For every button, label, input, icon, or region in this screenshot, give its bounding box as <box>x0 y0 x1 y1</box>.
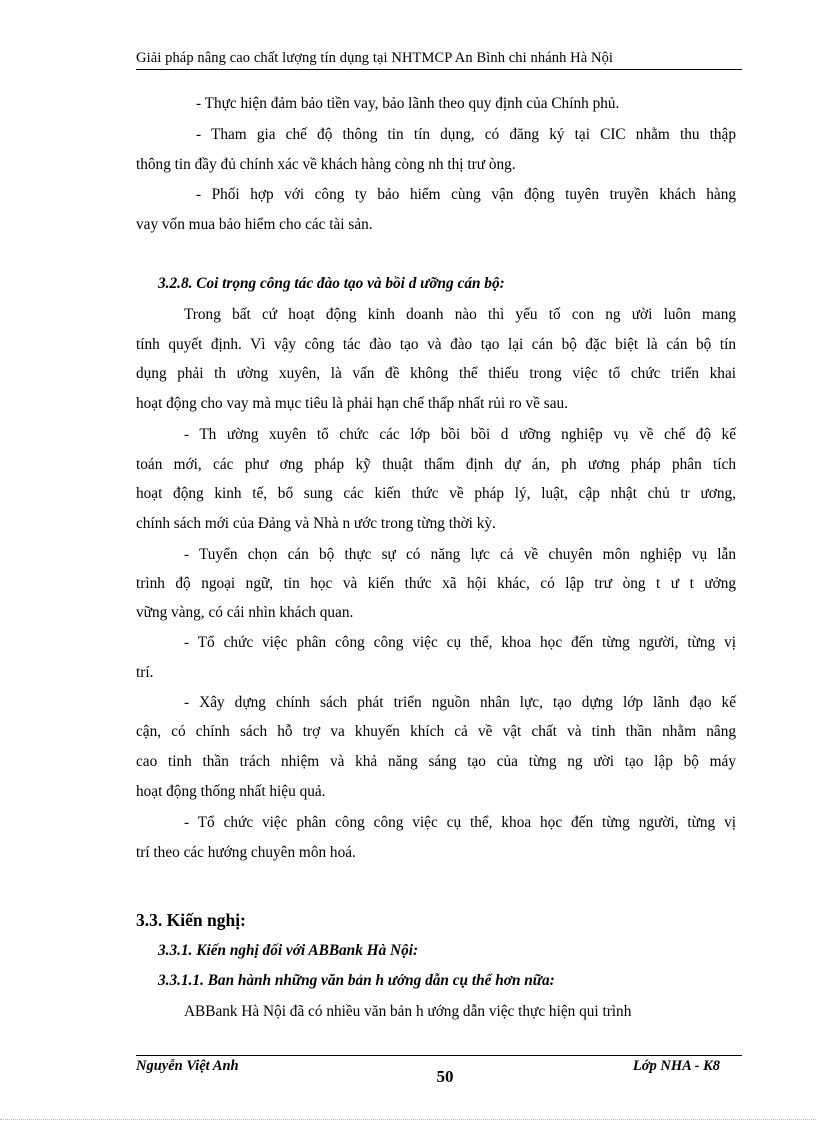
footer-divider <box>136 1055 742 1056</box>
footer-author: Nguyễn Việt Anh <box>136 1058 239 1074</box>
subsection-heading-3-3-1-1: 3.3.1.1. Ban hành những văn bản h ướng dẫn cụ thể hơn nữa: <box>158 972 555 989</box>
text-line: - Tuyển chọn cán bộ thực sự có năng lực cả về chuyên môn nghiệp vụ lẫn <box>184 546 736 563</box>
section-heading-3-3: 3.3. Kiến nghị: <box>136 910 246 930</box>
running-header: Giải pháp nâng cao chất lượng tín dụng tại NHTMCP An Bình chi nhánh Hà Nội <box>136 50 742 70</box>
text-line: - Thực hiện đảm bảo tiền vay, bảo lãnh theo quy định của Chính phủ. <box>196 95 620 112</box>
text-line: hoạt động cho vay mà mục tiêu là phải hạn chế thấp nhất rủi ro về sau. <box>136 395 569 412</box>
text-line: - Xây dựng chính sách phát triển nguồn nhân lực, tạo dựng lớp lãnh đạo kế <box>184 694 736 711</box>
text-line: trí. <box>136 664 154 681</box>
text-line: trình độ ngoại ngữ, tin học và kiến thức xã hội khác, có lập trư òng t ư t ưởng <box>136 575 736 592</box>
text-line: thông tin đầy đủ chính xác về khách hàng còng nh thị trư òng. <box>136 156 516 173</box>
text-line: hoạt động kinh tế, bổ sung các kiến thức về pháp lý, luật, cập nhật chủ tr ương, <box>136 485 736 502</box>
text-line: cận, có chính sách hỗ trợ va khuyến khích cả về vật chất và tinh thần nhằm nâng <box>136 723 736 740</box>
page-boundary <box>0 1119 816 1120</box>
text-line: ABBank Hà Nội đã có nhiều văn bản h ướng dẫn việc thực hiện qui trình <box>184 1003 632 1020</box>
text-line: - Phối hợp với công ty bảo hiểm cùng vận động tuyên truyền khách hàng <box>196 186 736 203</box>
footer-class-label: Lớp NHA - K8 <box>632 1058 720 1074</box>
text-line: Trong bất cứ hoạt động kinh doanh nào thì yếu tố con ng ười luôn mang <box>184 306 736 323</box>
page-number: 50 <box>436 1067 454 1086</box>
text-line: vay vốn mua bảo hiểm cho các tài sản. <box>136 216 373 233</box>
text-line: - Tổ chức việc phân công công việc cụ thể, khoa học đến từng người, từng vị <box>184 814 736 831</box>
section-heading-3-2-8: 3.2.8. Coi trọng công tác đào tạo và bồi d ưỡng cán bộ: <box>158 275 505 292</box>
text-line: hoạt động thống nhất hiệu quả. <box>136 783 326 800</box>
subsection-heading-3-3-1: 3.3.1. Kiến nghị đối với ABBank Hà Nội: <box>158 942 419 959</box>
text-line: cao tinh thần trách nhiệm và khả năng sáng tạo của từng ng ười tạo lập bộ máy <box>136 753 736 770</box>
text-line: tính quyết định. Vì vậy công tác đào tạo và đào tạo lại cán bộ đặc biệt là cán bộ tín <box>136 336 736 353</box>
text-line: chính sách mới của Đảng và Nhà n ước trong từng thời kỳ. <box>136 515 496 532</box>
text-line: trí theo các hướng chuyên môn hoá. <box>136 844 356 861</box>
text-line: - Tổ chức việc phân công công việc cụ thể, khoa học đến từng người, từng vị <box>184 634 736 651</box>
text-line: dụng phải th ường xuyên, là vấn đề không thể thiếu trong việc tổ chức triển khai <box>136 365 736 382</box>
text-line: vững vàng, có cái nhìn khách quan. <box>136 604 354 621</box>
text-line: toán mới, các phư ơng pháp kỹ thuật thẩm định dự án, ph ương pháp phân tích <box>136 456 736 473</box>
text-line: - Th ường xuyên tổ chức các lớp bồi bồi d ưỡng nghiệp vụ về chế độ kế <box>184 426 736 443</box>
text-line: - Tham gia chế độ thông tin tín dụng, có đăng ký tại CIC nhằm thu thập <box>196 126 736 143</box>
